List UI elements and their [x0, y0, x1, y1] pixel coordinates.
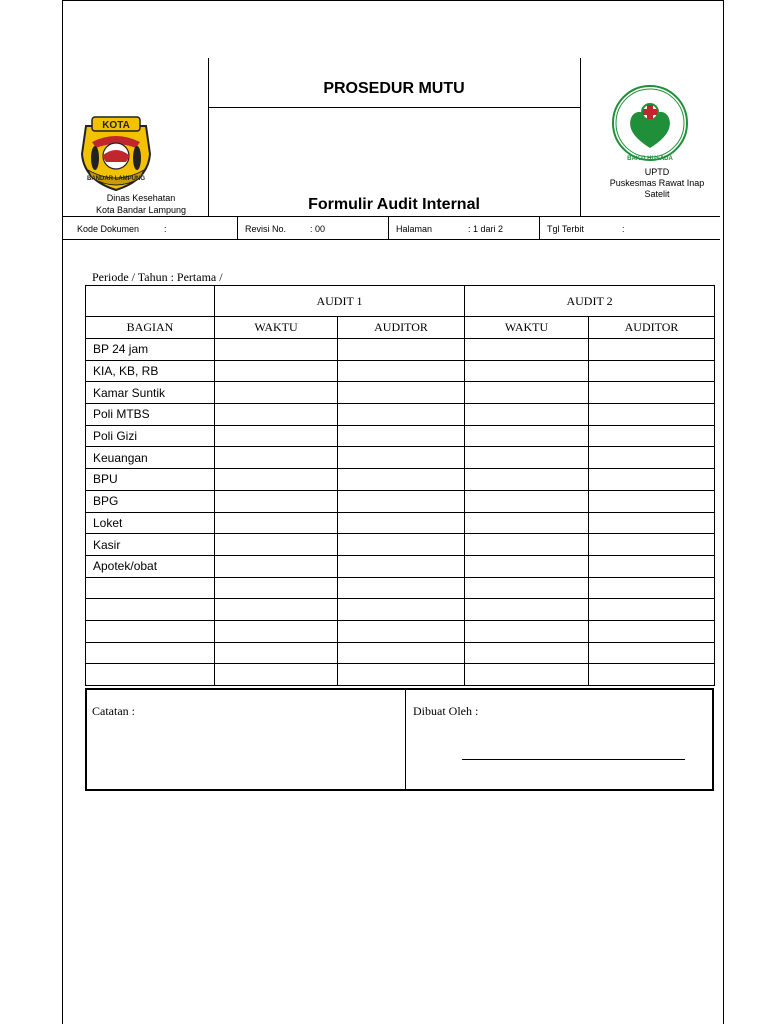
notes-divider — [405, 688, 406, 791]
waktu2-cell[interactable] — [465, 664, 589, 686]
auditor2-cell[interactable] — [589, 534, 715, 556]
waktu1-cell[interactable] — [215, 382, 338, 404]
auditor1-cell[interactable] — [338, 577, 465, 599]
auditor1-cell[interactable] — [338, 512, 465, 534]
waktu1-cell[interactable] — [215, 360, 338, 382]
auditor2-cell[interactable] — [589, 404, 715, 426]
table-row — [86, 664, 715, 686]
meta-divider — [539, 216, 540, 239]
meta-divider — [237, 216, 238, 239]
table-row — [86, 599, 715, 621]
waktu1-cell[interactable] — [215, 599, 338, 621]
waktu2-cell[interactable] — [465, 620, 589, 642]
logo-text-bakti-husada: BAKTI HUSADA — [627, 156, 673, 162]
waktu2-cell[interactable] — [465, 490, 589, 512]
waktu1-cell[interactable] — [215, 447, 338, 469]
waktu2-cell[interactable] — [465, 404, 589, 426]
bagian-cell — [86, 599, 215, 621]
auditor1-cell[interactable] — [338, 599, 465, 621]
table-subheader-row — [86, 317, 715, 339]
title-underline — [208, 107, 580, 108]
auditor1-cell[interactable] — [338, 382, 465, 404]
header-divider-right — [580, 58, 581, 216]
auditor2-cell[interactable] — [589, 425, 715, 447]
audit1-header: AUDIT 1 — [215, 286, 465, 317]
right-caption-line2: Puskesmas Rawat Inap — [609, 178, 705, 188]
periode-label: Periode / Tahun : Pertama / — [92, 270, 223, 284]
kode-dokumen-label: Kode Dokumen — [77, 224, 140, 234]
waktu1-cell[interactable] — [215, 642, 338, 664]
auditor1-header: AUDITOR — [338, 317, 465, 339]
table-row — [86, 404, 715, 426]
table-row — [86, 490, 715, 512]
auditor2-cell[interactable] — [589, 620, 715, 642]
waktu2-cell[interactable] — [465, 512, 589, 534]
left-caption-line2: Kota Bandar Lampung — [95, 205, 187, 215]
bagian-cell: Poli Gizi — [86, 425, 215, 447]
kode-dokumen-value: : — [164, 224, 167, 234]
document-subtitle: Formulir Audit Internal — [308, 196, 480, 213]
notes-signature-box — [85, 688, 714, 791]
auditor1-cell[interactable] — [338, 469, 465, 491]
table-row — [86, 360, 715, 382]
waktu2-cell[interactable] — [465, 339, 589, 361]
auditor1-cell[interactable] — [338, 360, 465, 382]
auditor2-cell[interactable] — [589, 642, 715, 664]
tgl-terbit-value: : — [622, 224, 625, 234]
audit-table — [85, 285, 715, 686]
left-caption-line1: Dinas Kesehatan — [106, 193, 176, 203]
revisi-label: Revisi No. — [245, 224, 287, 234]
waktu2-cell[interactable] — [465, 360, 589, 382]
bagian-cell — [86, 620, 215, 642]
auditor2-cell[interactable] — [589, 469, 715, 491]
waktu1-header: WAKTU — [215, 317, 338, 339]
bagian-cell: BPU — [86, 469, 215, 491]
auditor2-cell[interactable] — [589, 664, 715, 686]
auditor2-cell[interactable] — [589, 577, 715, 599]
auditor1-cell[interactable] — [338, 447, 465, 469]
table-row — [86, 534, 715, 556]
right-caption-line3: Satelit — [644, 189, 670, 199]
auditor1-cell[interactable] — [338, 425, 465, 447]
auditor2-cell[interactable] — [589, 447, 715, 469]
table-row — [86, 469, 715, 491]
bandar-lampung-logo — [78, 112, 154, 192]
auditor1-cell[interactable] — [338, 620, 465, 642]
catatan-label: Catatan : — [92, 704, 135, 718]
auditor2-header: AUDITOR — [589, 317, 715, 339]
waktu2-cell[interactable] — [465, 642, 589, 664]
signature-line — [462, 759, 685, 760]
bagian-cell: Keuangan — [86, 447, 215, 469]
audit2-header: AUDIT 2 — [465, 286, 715, 317]
auditor2-cell[interactable] — [589, 360, 715, 382]
auditor2-cell[interactable] — [589, 382, 715, 404]
auditor1-cell[interactable] — [338, 664, 465, 686]
waktu2-cell[interactable] — [465, 425, 589, 447]
document-title: PROSEDUR MUTU — [323, 80, 465, 97]
waktu1-cell[interactable] — [215, 404, 338, 426]
waktu2-cell[interactable] — [465, 599, 589, 621]
table-row — [86, 382, 715, 404]
table-row — [86, 425, 715, 447]
dibuat-oleh-label: Dibuat Oleh : — [413, 704, 479, 718]
meta-bottom-line — [62, 239, 720, 240]
bagian-cell: BPG — [86, 490, 215, 512]
table-row — [86, 339, 715, 361]
table-row — [86, 642, 715, 664]
waktu2-cell[interactable] — [465, 469, 589, 491]
right-caption-line1: UPTD — [644, 167, 670, 177]
auditor2-cell[interactable] — [589, 555, 715, 577]
logo-text-bandar: BANDAR LAMPUNG — [87, 176, 145, 182]
bagian-cell: KIA, KB, RB — [86, 360, 215, 382]
bagian-cell — [86, 664, 215, 686]
waktu2-cell[interactable] — [465, 534, 589, 556]
halaman-label: Halaman — [396, 224, 433, 234]
table-row — [86, 447, 715, 469]
auditor1-cell[interactable] — [338, 490, 465, 512]
bagian-cell: BP 24 jam — [86, 339, 215, 361]
auditor1-cell[interactable] — [338, 534, 465, 556]
bagian-cell — [86, 577, 215, 599]
waktu1-cell[interactable] — [215, 664, 338, 686]
bagian-cell: Loket — [86, 512, 215, 534]
bagian-cell: Apotek/obat — [86, 555, 215, 577]
waktu1-cell[interactable] — [215, 555, 338, 577]
waktu2-header: WAKTU — [465, 317, 589, 339]
auditor2-cell[interactable] — [589, 599, 715, 621]
meta-divider — [388, 216, 389, 239]
waktu2-cell[interactable] — [465, 555, 589, 577]
waktu1-cell[interactable] — [215, 577, 338, 599]
auditor1-cell[interactable] — [338, 339, 465, 361]
waktu2-cell[interactable] — [465, 382, 589, 404]
bagian-cell: Kasir — [86, 534, 215, 556]
empty-header-cell — [86, 286, 215, 317]
halaman-value: : 1 dari 2 — [468, 224, 504, 234]
waktu2-cell[interactable] — [465, 447, 589, 469]
waktu1-cell[interactable] — [215, 425, 338, 447]
logo-text-kota: KOTA — [102, 120, 130, 131]
bagian-header: BAGIAN — [86, 317, 215, 339]
auditor2-cell[interactable] — [589, 490, 715, 512]
auditor1-cell[interactable] — [338, 404, 465, 426]
bagian-cell: Kamar Suntik — [86, 382, 215, 404]
revisi-value: : 00 — [310, 224, 326, 234]
bagian-cell — [86, 642, 215, 664]
waktu1-cell[interactable] — [215, 490, 338, 512]
bakti-husada-logo — [610, 82, 690, 164]
auditor1-cell[interactable] — [338, 555, 465, 577]
table-header-row — [86, 286, 715, 317]
table-row — [86, 577, 715, 599]
waktu1-cell[interactable] — [215, 512, 338, 534]
waktu1-cell[interactable] — [215, 620, 338, 642]
waktu1-cell[interactable] — [215, 534, 338, 556]
meta-top-line — [62, 216, 720, 217]
waktu1-cell[interactable] — [215, 339, 338, 361]
tgl-terbit-label: Tgl Terbit — [547, 224, 584, 234]
waktu1-cell[interactable] — [215, 469, 338, 491]
table-row — [86, 620, 715, 642]
table-row — [86, 512, 715, 534]
bagian-cell: Poli MTBS — [86, 404, 215, 426]
waktu2-cell[interactable] — [465, 577, 589, 599]
auditor2-cell[interactable] — [589, 512, 715, 534]
auditor2-cell[interactable] — [589, 339, 715, 361]
table-row — [86, 555, 715, 577]
auditor1-cell[interactable] — [338, 642, 465, 664]
